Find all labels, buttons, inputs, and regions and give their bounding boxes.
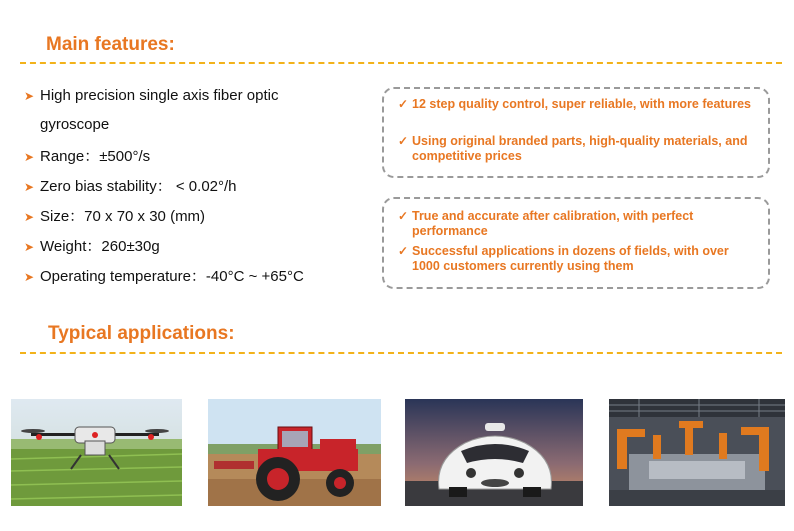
section-divider [20,62,782,64]
feature-item-zero-bias: ➤ Zero bias stability： < 0.02°/h [24,178,237,195]
feature-item-weight: ➤ Weight：260±30g [24,238,160,255]
arrow-bullet-icon: ➤ [24,270,35,284]
self-driving-car-photo [405,399,583,506]
arrow-bullet-icon: ➤ [24,240,35,254]
section-divider [20,352,782,354]
highlight-item: ✓ 12 step quality control, super reliable, with more features [398,97,751,111]
highlight-item: ✓ True and accurate after calibration, with perfect performance [398,209,694,238]
drone-photo [11,399,182,506]
industrial-robots-photo [609,399,785,506]
checkmark-icon: ✓ [398,244,409,258]
checkmark-icon: ✓ [398,209,409,223]
main-features-title: Main features: [46,34,175,55]
arrow-bullet-icon: ➤ [24,150,35,164]
feature-item-temperature: ➤ Operating temperature：-40°C ~ +65°C [24,268,304,285]
arrow-bullet-icon: ➤ [24,89,35,103]
highlight-item: ✓ Successful applications in dozens of fields, with over 1000 customers currently using them [398,244,729,273]
highlight-box-quality [382,87,770,178]
highlight-item: ✓ Using original branded parts, high-quality materials, and competitive prices [398,134,748,163]
feature-item-range: ➤ Range：±500°/s [24,148,151,165]
typical-applications-title: Typical applications: [48,323,235,344]
arrow-bullet-icon: ➤ [24,210,35,224]
tractor-photo [208,399,381,506]
feature-item-gyroscope-cont: gyroscope [40,116,110,133]
checkmark-icon: ✓ [398,134,409,148]
checkmark-icon: ✓ [398,97,409,111]
feature-item-gyroscope: ➤ High precision single axis fiber optic [24,87,279,104]
highlight-box-performance [382,197,770,289]
feature-item-size: ➤ Size：70 x 70 x 30 (mm) [24,208,206,225]
arrow-bullet-icon: ➤ [24,180,35,194]
